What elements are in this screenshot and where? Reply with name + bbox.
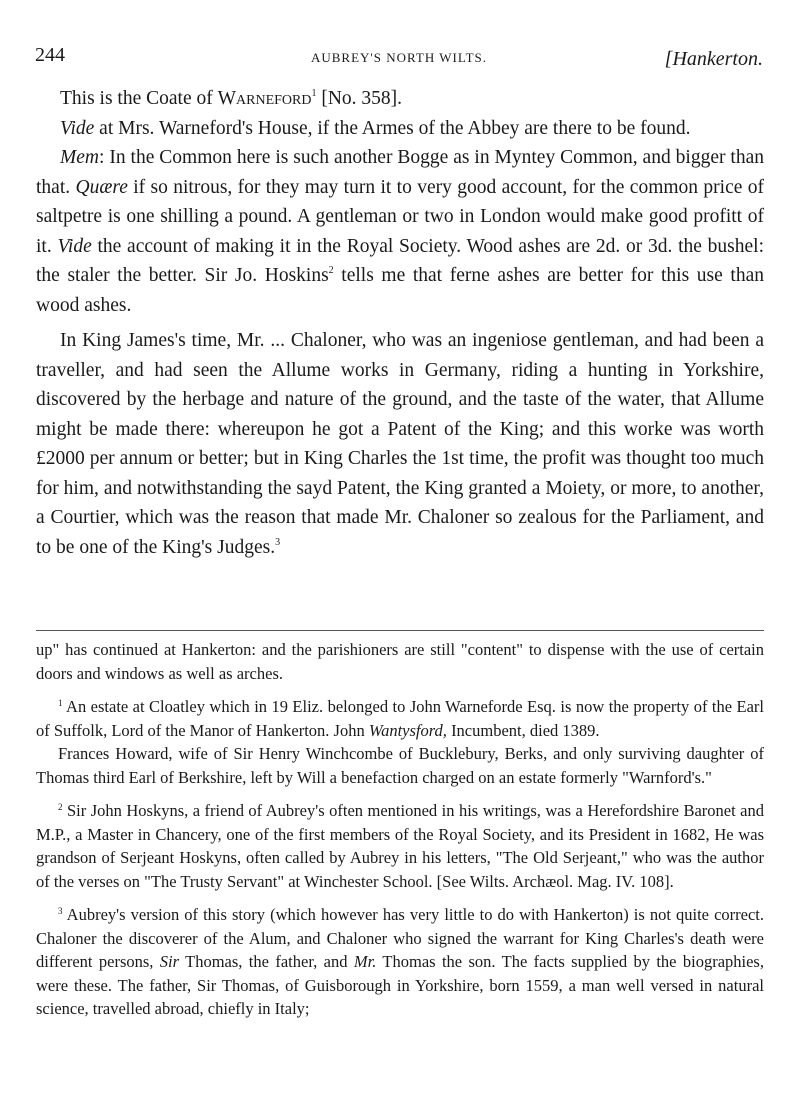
paragraph-vide: Vide at Mrs. Warneford's House, if the Armes of the Abbey are there to be found. [60, 117, 691, 139]
footnote-ref-1[interactable]: 1 [311, 88, 317, 99]
running-title: AUBREY'S NORTH WILTS. [310, 50, 488, 65]
paragraph-coate: This is the Coate of Warneford$^1$ [No. 358]. [60, 88, 403, 109]
footnote-1-continued: Frances Howard, wife of Sir Henry Winchcombe of Bucklebury, Berks, and only surviving daughter of Thomas third Earl of Berkshire, left by Will a benefaction charged on an estate formerly "Warnford's." [36, 744, 764, 787]
page-number: 244 [35, 44, 65, 66]
footnote-ref-2[interactable]: 2 [328, 265, 334, 276]
footnote-ref-3[interactable]: 3 [275, 536, 281, 548]
footnotes [36, 638, 764, 1021]
section-title: [Hankerton. [664, 48, 763, 70]
main-text [36, 84, 764, 562]
footnote-2: $^2$ Sir John Hoskyns, a friend of Aubrey's often mentioned in his writings, was a Herefordshire Baronet and M.P., a Master in Chancery, one of the first members of the Royal Society, and its President in 1682, He was grandson of Serjeant Hoskyns, often called by Aubrey in his letters, "The Old Serjeant," who was the author of the verses on "The Trusty Servant" at Winchester School. [See Wilts. Archæol. Mag. IV. 108]. [36, 801, 764, 891]
footnote-1: $^1$ An estate at Cloatley which in 19 Eliz. belonged to John Warneforde Esq. is now the property of the Earl of Suffolk, Lord of the Manor of Hankerton. John Wantysford, Incumbent, died 1389. [36, 697, 764, 740]
paragraph-chaloner: In King James's time, Mr. ... Chaloner, who was an ingeniose gentleman, and had been a traveller, and had seen the Allume works in Germany, riding a hunting in Yorkshire, discovered by the herbage and nature of the ground, and the taste of the water, that Allume might be made there: whereupon he got a Patent of the King; and this worke was worth £2000 per annum or better; but in King Charles the 1st time, the profit was thought too much for him, and notwithstanding the sayd Patent, the King granted a Moiety, or more, to another, a Courtier, which was the reason that made Mr. Chaloner so zealous for the Parliament, and to be one of the King's Judges.$^3$ [36, 330, 764, 558]
footnote-carryover: up" has continued at Hankerton: and the parishioners are still "content" to dispense with the use of certain doors and windows as well as arches. [36, 640, 764, 683]
page-header [35, 44, 763, 74]
paragraph-mem: Mem: In the Common here is such another Bogge as in Myntey Common, and bigger than that. Quære if so nitrous, for they may turn it to very good account, for the common price of saltpetre is one shilling a pound. A gentleman or two in London would make good profitt of it. Vide the account of making it in the Royal Society. Wood ashes are 2d. or 3d. the bushel: the staler the better. Sir Jo. Hoskins$^2$ tells me that ferne ashes are better for this use than wood ashes. [36, 147, 764, 316]
footnote-divider [36, 630, 764, 631]
footnote-3: $^3$ Aubrey's version of this story (which however has very little to do with Hankerton) is not quite correct. Chaloner the discoverer of the Alum, and Chaloner who signed the warrant for King Charles's death were different persons, Sir Thomas, the father, and Mr. Thomas the son. The facts supplied by the biographies, were these. The father, Sir Thomas, of Guisborough in Yorkshire, born 1559, a man well versed in natural science, travelled abroad, chiefly in Italy; [36, 905, 764, 1018]
